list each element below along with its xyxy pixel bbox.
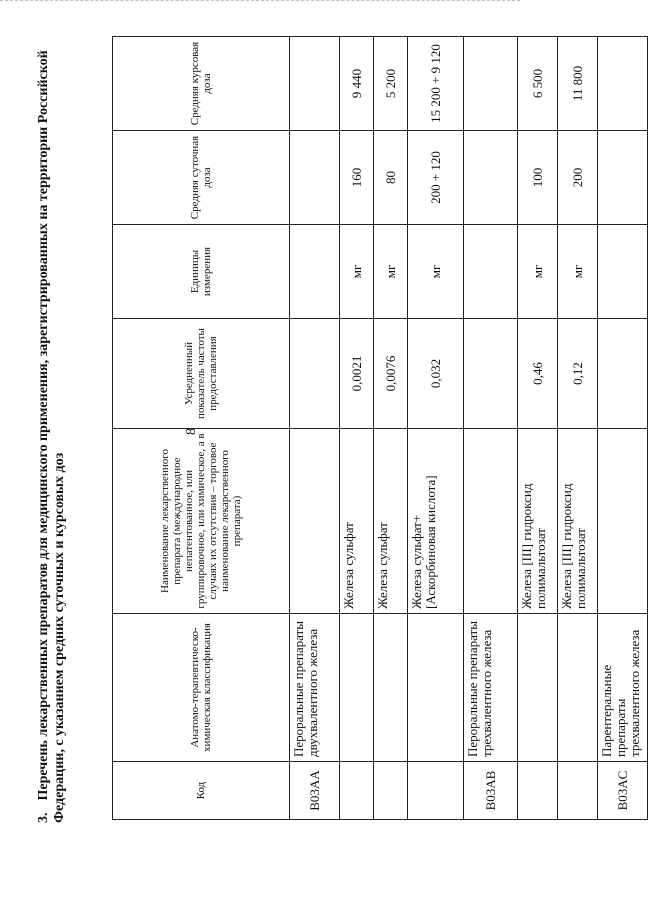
cell-unit: мг <box>518 225 558 319</box>
cell-unit: мг <box>558 225 598 319</box>
cell-atc <box>408 614 464 762</box>
cell-unit: мг <box>374 225 408 319</box>
cell-unit <box>464 225 518 319</box>
cell-daily-dose <box>598 131 648 225</box>
table-row <box>558 37 598 820</box>
table-row <box>340 37 374 820</box>
cell-daily-dose <box>464 131 518 225</box>
table-row <box>290 37 340 820</box>
cell-frequency: 0,0076 <box>374 319 408 429</box>
cell-frequency: 0,0021 <box>340 319 374 429</box>
page-number: 8 <box>184 428 199 435</box>
cell-frequency <box>290 319 340 429</box>
cell-code: B03AC <box>598 762 648 820</box>
cell-frequency: 0,46 <box>518 319 558 429</box>
cell-code <box>558 762 598 820</box>
header-atc: Анатомо-терапевтическо-химическая классификация <box>113 614 290 762</box>
cell-atc <box>340 614 374 762</box>
cell-unit: мг <box>408 225 464 319</box>
cell-course-dose: 9 440 <box>340 37 374 131</box>
cell-course-dose <box>464 37 518 131</box>
header-drug-name: Наименование лекарственного препарата (международное непатентованное, или группировочное, или химическое, а в случаях их отсутствия – торговое наименование лекарственного препарата) <box>113 429 290 614</box>
table-row <box>374 37 408 820</box>
cell-atc: Пероральные препараты трехвалентного железа <box>464 614 518 762</box>
cell-course-dose: 6 500 <box>518 37 558 131</box>
header-frequency: Усредненный показатель частоты предоставления <box>113 319 290 429</box>
cell-code <box>518 762 558 820</box>
header-course-dose: Средняя курсовая доза <box>113 37 290 131</box>
table-row <box>464 37 518 820</box>
section-title <box>36 3 68 823</box>
cell-unit: мг <box>340 225 374 319</box>
cell-course-dose: 5 200 <box>374 37 408 131</box>
cell-course-dose: 15 200 + 9 120 <box>408 37 464 131</box>
cell-daily-dose: 100 <box>518 131 558 225</box>
cell-atc: Пероральные препараты двухвалентного железа <box>290 614 340 762</box>
table-header-row <box>113 37 290 820</box>
header-code: Код <box>113 762 290 820</box>
cell-atc <box>518 614 558 762</box>
cell-daily-dose <box>290 131 340 225</box>
cell-drug-name: Железа [III] гидроксид полимальтозат <box>558 429 598 614</box>
table-row <box>408 37 464 820</box>
cell-daily-dose: 200 + 120 <box>408 131 464 225</box>
cell-atc <box>374 614 408 762</box>
cell-frequency <box>598 319 648 429</box>
cell-drug-name: Железа сульфат+[Аскорбиновая кислота] <box>408 429 464 614</box>
section-title-text: Перечень лекарственных препаратов для медицинского применения, зарегистрированных на территории Российской Федерации, с указанием средних суточных и курсовых доз <box>36 50 67 823</box>
cell-unit <box>290 225 340 319</box>
cell-frequency: 0,12 <box>558 319 598 429</box>
cell-course-dose <box>290 37 340 131</box>
table-row <box>518 37 558 820</box>
cell-atc: Парентеральные препараты трехвалентного железа <box>598 614 648 762</box>
cell-code <box>408 762 464 820</box>
cell-course-dose <box>598 37 648 131</box>
cell-drug-name: Железа сульфат <box>340 429 374 614</box>
cell-drug-name <box>598 429 648 614</box>
section-number: 3. <box>36 812 51 823</box>
cell-frequency: 0,032 <box>408 319 464 429</box>
cell-unit <box>598 225 648 319</box>
cell-daily-dose: 160 <box>340 131 374 225</box>
cell-drug-name: Железа [III] гидроксид полимальтозат <box>518 429 558 614</box>
cell-drug-name <box>464 429 518 614</box>
cell-course-dose: 11 800 <box>558 37 598 131</box>
cell-code: B03AB <box>464 762 518 820</box>
cell-code <box>374 762 408 820</box>
cell-code <box>340 762 374 820</box>
header-daily-dose: Средняя суточная доза <box>113 131 290 225</box>
cell-daily-dose: 80 <box>374 131 408 225</box>
drug-table <box>112 36 648 820</box>
cell-frequency <box>464 319 518 429</box>
cell-daily-dose: 200 <box>558 131 598 225</box>
cell-atc <box>558 614 598 762</box>
cell-drug-name: Железа сульфат <box>374 429 408 614</box>
header-unit: Единицы измерения <box>113 225 290 319</box>
cell-drug-name <box>290 429 340 614</box>
cell-code: B03AA <box>290 762 340 820</box>
table-row <box>598 37 648 820</box>
